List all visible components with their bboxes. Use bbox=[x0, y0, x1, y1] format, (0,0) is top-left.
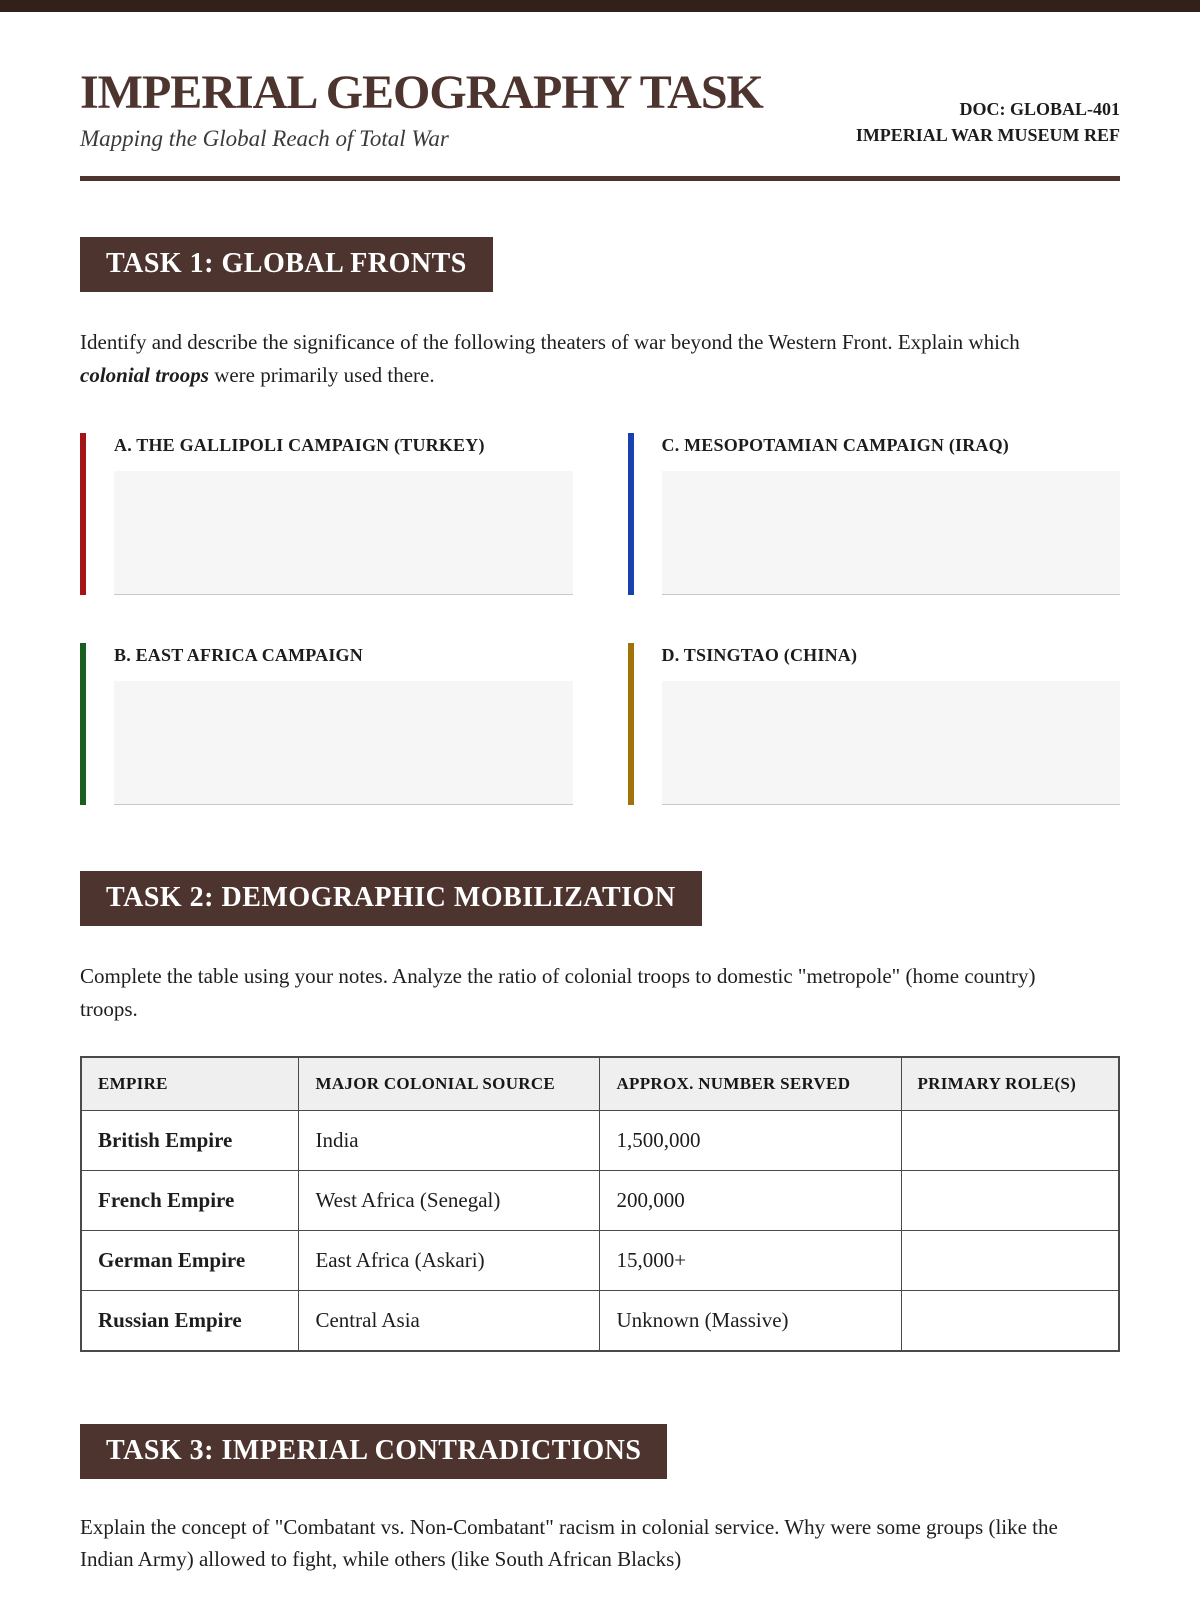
cell-role-blank bbox=[901, 1110, 1119, 1170]
task1-instructions-after: were primarily used there. bbox=[208, 362, 435, 387]
front-label-east-africa: B. EAST AFRICA CAMPAIGN bbox=[114, 645, 363, 666]
cell-number: 1,500,000 bbox=[600, 1110, 901, 1170]
cell-empire: French Empire bbox=[81, 1170, 299, 1230]
cell-empire: Russian Empire bbox=[81, 1290, 299, 1351]
front-item-mesopotamia bbox=[628, 433, 1121, 595]
front-item-gallipoli bbox=[80, 433, 573, 595]
fronts-grid bbox=[80, 433, 1120, 805]
task1-header: TASK 1: GLOBAL FRONTS bbox=[80, 237, 493, 292]
table-row bbox=[81, 1170, 1119, 1230]
title-block bbox=[80, 68, 763, 152]
answer-box-east-africa bbox=[114, 681, 573, 805]
doc-reference bbox=[856, 96, 1120, 152]
doc-ref-line1: DOC: GLOBAL-401 bbox=[959, 99, 1120, 120]
task2-instructions: Complete the table using your notes. Analyze the ratio of colonial troops to domestic "metropole" (home country) troops. bbox=[80, 964, 1036, 1022]
page-title: IMPERIAL GEOGRAPHY TASK bbox=[80, 66, 763, 119]
task1-instructions bbox=[80, 326, 1085, 391]
answer-box-mesopotamia bbox=[662, 471, 1121, 595]
task1-instructions-before: Identify and describe the significance of the following theaters of war beyond the Western Front. Explain which bbox=[80, 330, 1020, 355]
front-label-gallipoli: A. THE GALLIPOLI CAMPAIGN (TURKEY) bbox=[114, 435, 485, 456]
worksheet-page bbox=[0, 68, 1200, 1576]
cell-source: Central Asia bbox=[299, 1290, 600, 1351]
column-header-source: MAJOR COLONIAL SOURCE bbox=[299, 1057, 600, 1111]
column-header-empire: EMPIRE bbox=[81, 1057, 299, 1111]
answer-box-tsingtao bbox=[662, 681, 1121, 805]
cell-role-blank bbox=[901, 1230, 1119, 1290]
front-item-east-africa bbox=[80, 643, 573, 805]
column-header-role: PRIMARY ROLE(S) bbox=[901, 1057, 1119, 1111]
task1-instructions-emphasis: colonial troops bbox=[80, 362, 209, 387]
answer-box-gallipoli bbox=[114, 471, 573, 595]
cell-empire: German Empire bbox=[81, 1230, 299, 1290]
top-accent-bar bbox=[0, 0, 1200, 12]
front-label-mesopotamia: C. MESOPOTAMIAN CAMPAIGN (IRAQ) bbox=[661, 435, 1010, 456]
task3-header: TASK 3: IMPERIAL CONTRADICTIONS bbox=[80, 1424, 667, 1479]
mobilization-table bbox=[80, 1056, 1120, 1352]
task3-instructions: Explain the concept of "Combatant vs. Non-Combatant" racism in colonial service. Why were some groups (like the Indian Army) allowed to fight, while others (like South African Blacks) bbox=[80, 1514, 1058, 1572]
page-subtitle: Mapping the Global Reach of Total War bbox=[80, 126, 449, 152]
cell-role-blank bbox=[901, 1290, 1119, 1351]
cell-source: East Africa (Askari) bbox=[299, 1230, 600, 1290]
table-header-row bbox=[81, 1057, 1119, 1111]
table-row bbox=[81, 1230, 1119, 1290]
document-header bbox=[80, 68, 1120, 152]
header-divider bbox=[80, 176, 1120, 181]
cell-empire: British Empire bbox=[81, 1110, 299, 1170]
task2-header: TASK 2: DEMOGRAPHIC MOBILIZATION bbox=[80, 871, 702, 926]
cell-number: Unknown (Massive) bbox=[600, 1290, 901, 1351]
table-row bbox=[81, 1110, 1119, 1170]
cell-number: 15,000+ bbox=[600, 1230, 901, 1290]
cell-role-blank bbox=[901, 1170, 1119, 1230]
doc-ref-line2: IMPERIAL WAR MUSEUM REF bbox=[855, 125, 1120, 146]
front-item-tsingtao bbox=[628, 643, 1121, 805]
column-header-number: APPROX. NUMBER SERVED bbox=[600, 1057, 901, 1111]
cell-source: India bbox=[299, 1110, 600, 1170]
front-label-tsingtao: D. TSINGTAO (CHINA) bbox=[661, 645, 858, 666]
cell-source: West Africa (Senegal) bbox=[299, 1170, 600, 1230]
cell-number: 200,000 bbox=[600, 1170, 901, 1230]
table-row bbox=[81, 1290, 1119, 1351]
